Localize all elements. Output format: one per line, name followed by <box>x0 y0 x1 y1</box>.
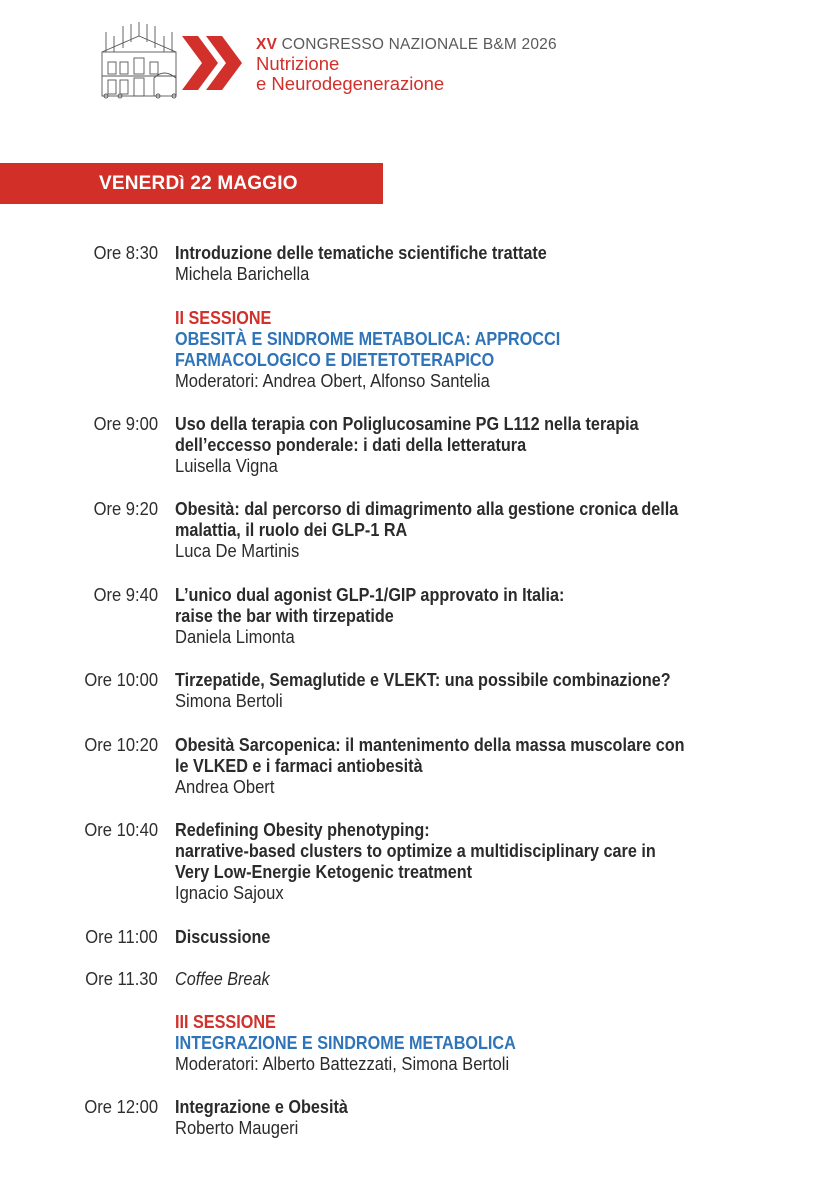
program-time: Ore 11.30 <box>85 969 158 989</box>
speaker-name: Andrea Obert <box>175 777 275 797</box>
program-time: Ore 11:00 <box>85 927 158 947</box>
speaker-name: Roberto Maugeri <box>175 1118 299 1138</box>
program-content <box>175 820 815 904</box>
session-label: III SESSIONE <box>175 1012 276 1032</box>
talk-title: Redefining Obesity phenotyping: <box>175 820 430 840</box>
double-chevron-right-icon <box>182 36 246 90</box>
talk-title: malattia, il ruolo dei GLP-1 RA <box>175 520 408 540</box>
talk-title: Discussione <box>175 927 271 947</box>
program-content <box>175 499 815 562</box>
talk-title: Obesità: dal percorso di dimagrimento alla gestione cronica della <box>175 499 679 519</box>
date-banner <box>0 163 383 204</box>
program-time: Ore 10:40 <box>84 820 158 840</box>
speaker-name: Daniela Limonta <box>175 627 295 647</box>
program-content <box>175 1097 815 1139</box>
speaker-name: Ignacio Sajoux <box>175 883 284 903</box>
program-content <box>175 585 815 648</box>
congress-title <box>256 35 557 54</box>
program-time: Ore 9:40 <box>93 585 158 605</box>
talk-title: L’unico dual agonist GLP-1/GIP approvato in Italia: <box>175 585 565 605</box>
talk-title: le VLKED e i farmaci antiobesità <box>175 756 423 776</box>
program-content <box>175 243 815 285</box>
talk-title: Integrazione e Obesità <box>175 1097 348 1117</box>
speaker-name: Michela Barichella <box>175 264 310 284</box>
milan-cathedral-icon <box>98 22 180 100</box>
talk-title: Obesità Sarcopenica: il mantenimento della massa muscolare con <box>175 735 685 755</box>
program-time: Ore 12:00 <box>84 1097 158 1117</box>
program-time: Ore 10:20 <box>84 735 158 755</box>
talk-title: Coffee Break <box>175 969 270 989</box>
talk-title: Very Low-Energie Ketogenic treatment <box>175 862 473 882</box>
talk-title: narrative-based clusters to optimize a multidisciplinary care in <box>175 841 656 861</box>
speaker-name: Luca De Martinis <box>175 541 300 561</box>
program-time: Ore 9:00 <box>93 414 158 434</box>
session-title: FARMACOLOGICO E DIETETOTERAPICO <box>175 350 495 370</box>
speaker-name: Simona Bertoli <box>175 691 283 711</box>
program-time: Ore 10:00 <box>84 670 158 690</box>
session-label: II SESSIONE <box>175 308 272 328</box>
congress-header <box>98 22 698 112</box>
talk-title: Tirzepatide, Semaglutide e VLEKT: una possibile combinazione? <box>175 670 671 690</box>
program-content <box>175 308 815 392</box>
talk-title: Uso della terapia con Poliglucosamine PG L112 nella terapia <box>175 414 639 434</box>
session-title: INTEGRAZIONE E SINDROME METABOLICA <box>175 1033 516 1053</box>
program-content <box>175 969 815 990</box>
congress-edition: XV <box>256 36 278 53</box>
program-time: Ore 8:30 <box>93 243 158 263</box>
program-content <box>175 1012 815 1075</box>
talk-title: raise the bar with tirzepatide <box>175 606 394 626</box>
congress-theme-line-2: e Neurodegenerazione <box>256 73 445 94</box>
header-text <box>256 35 557 94</box>
program-time: Ore 9:20 <box>93 499 158 519</box>
speaker-name: Luisella Vigna <box>175 456 278 476</box>
program-content <box>175 927 815 948</box>
session-moderators: Moderatori: Andrea Obert, Alfonso Santelia <box>175 371 490 391</box>
session-moderators: Moderatori: Alberto Battezzati, Simona Bertoli <box>175 1054 510 1074</box>
congress-theme-line-1: Nutrizione <box>256 53 340 74</box>
congress-name: CONGRESSO NAZIONALE B&M 2026 <box>281 36 557 53</box>
program-content <box>175 670 815 712</box>
date-label: VENERDì 22 MAGGIO <box>99 173 298 194</box>
program-content <box>175 414 815 477</box>
program-content <box>175 735 815 798</box>
session-title: OBESITÀ E SINDROME METABOLICA: APPROCCI <box>175 329 561 349</box>
talk-title: dell’eccesso ponderale: i dati della letteratura <box>175 435 527 455</box>
talk-title: Introduzione delle tematiche scientifiche trattate <box>175 243 547 263</box>
